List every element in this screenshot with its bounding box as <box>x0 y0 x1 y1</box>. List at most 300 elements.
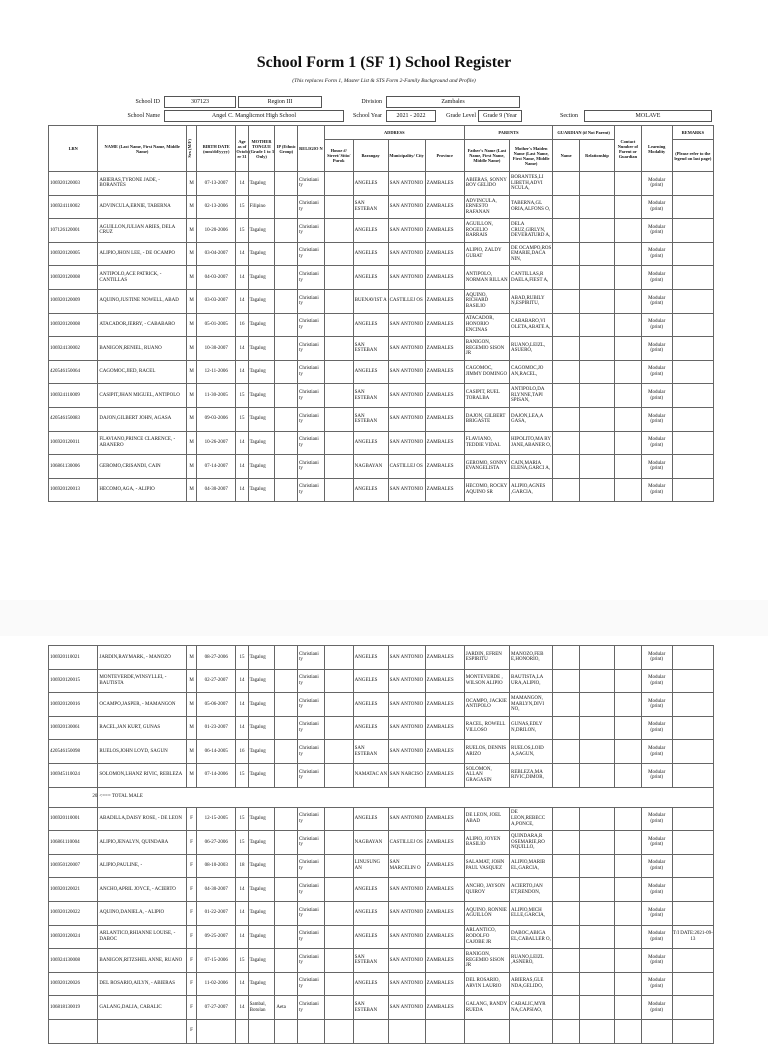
total-male-row <box>49 787 714 807</box>
cell-relationship <box>580 949 615 973</box>
cell-house <box>324 313 353 337</box>
cell-modality: Modular (print) <box>641 925 672 949</box>
cell-name: AQUINO,DANIELA, - ALIPIO <box>98 901 187 925</box>
cell-lrn: 106920120016 <box>49 693 98 717</box>
cell-age: 15 <box>236 763 248 787</box>
cell-father: ATACADOR, HONORIO ENCINAS <box>464 313 509 337</box>
cell-province: ZAMBALES <box>425 693 464 717</box>
cell-municipality: SAN ANTONIO <box>388 972 425 996</box>
cell-age: 15 <box>236 831 248 855</box>
cell-age: 14 <box>236 289 248 313</box>
cell-lrn: 420546150064 <box>49 360 98 384</box>
table-row <box>49 807 714 831</box>
cell-barangay: BUENAVIST A <box>353 289 388 313</box>
cell-sex: M <box>186 337 196 361</box>
cell-birth-date: 12-15-2005 <box>197 807 236 831</box>
cell-remarks <box>672 831 713 855</box>
header-guardian-name: Name <box>553 140 580 172</box>
cell-sex: M <box>186 693 196 717</box>
cell-name: ANTIPOLO,ACE PATRICK, - CANTILLAS <box>98 266 187 290</box>
cell-birth-date: 11-02-2006 <box>197 972 236 996</box>
cell-contact <box>615 172 642 196</box>
cell-relationship <box>580 478 615 502</box>
cell-name: DAJON,GILBERT JOHN, AGASA <box>98 407 187 431</box>
header-address: ADDRESS <box>324 126 464 140</box>
cell-father: DAJON, GILBERT BRIGASTE <box>464 407 509 431</box>
cell-birth-date: 06-27-2006 <box>197 831 236 855</box>
cell-province: ZAMBALES <box>425 669 464 693</box>
cell-modality: Modular (print) <box>641 195 672 219</box>
cell-guardian-name <box>553 289 580 313</box>
cell-father: HECOMO, ROCKY AQUINO SR <box>464 478 509 502</box>
cell-barangay: NAMATAC AN <box>353 763 388 787</box>
cell-mother-tongue: Sambal, Botolan <box>248 996 275 1020</box>
cell-house <box>324 716 353 740</box>
cell-sex: M <box>186 740 196 764</box>
cell-guardian-name <box>553 407 580 431</box>
cell-municipality: SAN ANTONIO <box>388 996 425 1020</box>
cell-age: 15 <box>236 407 248 431</box>
header-religion: RELIGIO N <box>298 126 325 172</box>
cell-relationship <box>580 972 615 996</box>
table-row <box>49 242 714 266</box>
cell-province: ZAMBALES <box>425 831 464 855</box>
cell-barangay: SAN ESTEBAN <box>353 384 388 408</box>
cell-name: HECOMO,AGA, - ALIPIO <box>98 478 187 502</box>
cell-birth-date: 11-30-2005 <box>197 384 236 408</box>
cell-sex: F <box>186 831 196 855</box>
cell-municipality: SAN ANTONIO <box>388 669 425 693</box>
cell-remarks <box>672 360 713 384</box>
cell-modality: Modular (print) <box>641 831 672 855</box>
cell-remarks <box>672 740 713 764</box>
cell-house <box>324 455 353 479</box>
cell-barangay: SAN ESTEBAN <box>353 337 388 361</box>
cell-relationship <box>580 407 615 431</box>
table-row <box>49 172 714 196</box>
table-row <box>49 195 714 219</box>
cell-religion: Christiani ty <box>298 807 325 831</box>
cell-religion: Christiani ty <box>298 996 325 1020</box>
cell-contact <box>615 669 642 693</box>
cell-contact <box>615 313 642 337</box>
cell-mother-tongue: Tagalog <box>248 669 275 693</box>
cell-remarks <box>672 266 713 290</box>
cell-name: JARDIN,RAYMARK, - MANOZO <box>98 646 187 670</box>
school-name-label: School Name <box>127 113 160 119</box>
cell-barangay: ANGELES <box>353 693 388 717</box>
cell-guardian-name <box>553 360 580 384</box>
cell-barangay: ANGELES <box>353 360 388 384</box>
cell-relationship <box>580 289 615 313</box>
cell-name: BANIGON,RITZSHEL ANNE, RUANO <box>98 949 187 973</box>
table-row <box>49 716 714 740</box>
cell-lrn: 106920120015 <box>49 669 98 693</box>
cell-ip <box>275 242 298 266</box>
cell-remarks <box>672 693 713 717</box>
cell-lrn: 106920110021 <box>49 646 98 670</box>
cell-guardian-name <box>553 1019 580 1043</box>
cell-religion <box>298 1019 325 1043</box>
cell-mother <box>510 1019 553 1043</box>
cell-age: 14 <box>236 242 248 266</box>
cell-religion: Christiani ty <box>298 384 325 408</box>
cell-relationship <box>580 901 615 925</box>
cell-birth-date <box>197 1019 236 1043</box>
cell-mother: CABABARO,VI OLETA,ABATE A, <box>510 313 553 337</box>
cell-ip <box>275 740 298 764</box>
cell-father: BANIGON, REGEMIO SISON JR <box>464 337 509 361</box>
cell-age: 16 <box>236 313 248 337</box>
cell-province: ZAMBALES <box>425 172 464 196</box>
cell-age: 14 <box>236 455 248 479</box>
cell-province: ZAMBALES <box>425 925 464 949</box>
cell-guardian-name <box>553 693 580 717</box>
cell-contact <box>615 289 642 313</box>
cell-mother-tongue: Tagalog <box>248 313 275 337</box>
cell-guardian-name <box>553 854 580 878</box>
cell-father: GEROMO, SONNY EVANGELISTA <box>464 455 509 479</box>
header-father: Father's Name (Last Name, First Name, Middle Name) <box>464 140 509 172</box>
cell-house <box>324 693 353 717</box>
cell-sex: M <box>186 431 196 455</box>
grade-level-value: Grade 9 (Year <box>478 110 522 122</box>
cell-municipality: SAN ANTONIO <box>388 949 425 973</box>
cell-birth-date: 12-11-2006 <box>197 360 236 384</box>
cell-ip <box>275 878 298 902</box>
table-row <box>49 693 714 717</box>
table-row <box>49 831 714 855</box>
cell-province: ZAMBALES <box>425 949 464 973</box>
cell-contact <box>615 740 642 764</box>
cell-remarks <box>672 172 713 196</box>
cell-guardian-name <box>553 195 580 219</box>
cell-contact <box>615 972 642 996</box>
cell-relationship <box>580 716 615 740</box>
cell-house <box>324 669 353 693</box>
cell-name: RACEL,JAN KURT, GUNAS <box>98 716 187 740</box>
cell-ip <box>275 172 298 196</box>
cell-contact <box>615 831 642 855</box>
cell-relationship <box>580 431 615 455</box>
cell-barangay: ANGELES <box>353 669 388 693</box>
cell-relationship <box>580 878 615 902</box>
cell-name: OCAMPO,JASPER, - MAMANGON <box>98 693 187 717</box>
cell-remarks: T/I DATE:2021-09-13 <box>672 925 713 949</box>
cell-birth-date: 04-30-2007 <box>197 878 236 902</box>
cell-father: ALIPIO, ZALDY GUBAT <box>464 242 509 266</box>
header-house: House #/ Street/ Sitio/ Purok <box>324 140 353 172</box>
cell-modality: Modular (print) <box>641 996 672 1020</box>
cell-mother-tongue: Tagalog <box>248 172 275 196</box>
cell-mother: CABALIC,MYR NA,CAPSIAO, <box>510 996 553 1020</box>
cell-municipality: SAN ANTONIO <box>388 242 425 266</box>
cell-province: ZAMBALES <box>425 763 464 787</box>
cell-lrn: 106920120021 <box>49 878 98 902</box>
cell-mother: ACIERTO,JAN ET,RENDON, <box>510 878 553 902</box>
register-rows-page-1 <box>49 172 714 502</box>
cell-province: ZAMBALES <box>425 878 464 902</box>
page-gap <box>0 600 768 636</box>
cell-guardian-name <box>553 266 580 290</box>
table-row <box>49 1019 714 1043</box>
cell-ip <box>275 455 298 479</box>
cell-ip <box>275 219 298 243</box>
table-row <box>49 949 714 973</box>
cell-house <box>324 266 353 290</box>
cell-age <box>236 1019 248 1043</box>
cell-lrn: 106920120003 <box>49 172 98 196</box>
cell-ip <box>275 716 298 740</box>
cell-father: ABIERAS, SONNY BOY GELIDO <box>464 172 509 196</box>
cell-birth-date: 01-22-2007 <box>197 901 236 925</box>
cell-house <box>324 195 353 219</box>
cell-religion: Christiani ty <box>298 949 325 973</box>
cell-mother: MANOZO,FEB E,HONORIO, <box>510 646 553 670</box>
cell-age: 15 <box>236 807 248 831</box>
cell-name: GEROMO,CRISANDI, CAIN <box>98 455 187 479</box>
cell-name: AGUILLON,JULIAN ARIES, DELA CRUZ <box>98 219 187 243</box>
cell-lrn: 106920130061 <box>49 716 98 740</box>
cell-contact <box>615 901 642 925</box>
cell-guardian-name <box>553 313 580 337</box>
cell-birth-date: 07-14-2006 <box>197 763 236 787</box>
table-row <box>49 972 714 996</box>
cell-father: FLAVIANO, TEDDIE VIDAL <box>464 431 509 455</box>
cell-mother: ABIERAS,GLE NDA,GELIDO, <box>510 972 553 996</box>
cell-province: ZAMBALES <box>425 266 464 290</box>
cell-mother-tongue: Tagalog <box>248 807 275 831</box>
cell-contact <box>615 266 642 290</box>
cell-modality: Modular (print) <box>641 669 672 693</box>
table-row <box>49 337 714 361</box>
cell-birth-date: 05-06-2007 <box>197 693 236 717</box>
cell-mother: RUANO,LEIZL, ASUERO, <box>510 337 553 361</box>
cell-guardian-name <box>553 901 580 925</box>
cell-remarks <box>672 716 713 740</box>
cell-ip <box>275 972 298 996</box>
cell-ip <box>275 901 298 925</box>
cell-province: ZAMBALES <box>425 455 464 479</box>
cell-municipality: SAN ANTONIO <box>388 807 425 831</box>
cell-modality: Modular (print) <box>641 289 672 313</box>
cell-barangay: SAN ESTEBAN <box>353 996 388 1020</box>
cell-relationship <box>580 831 615 855</box>
cell-province <box>425 1019 464 1043</box>
cell-province: ZAMBALES <box>425 478 464 502</box>
cell-religion: Christiani ty <box>298 219 325 243</box>
cell-age: 14 <box>236 925 248 949</box>
cell-ip <box>275 407 298 431</box>
cell-house <box>324 384 353 408</box>
cell-barangay: ANGELES <box>353 266 388 290</box>
header-province: Province <box>425 140 464 172</box>
cell-mother-tongue <box>248 1019 275 1043</box>
cell-sex: F <box>186 1019 196 1043</box>
cell-mother-tongue: Tagalog <box>248 266 275 290</box>
cell-birth-date: 09-03-2006 <box>197 407 236 431</box>
cell-name: ANCHO,APRIL JOYCE, - ACIERTO <box>98 878 187 902</box>
header-relationship: Relationship <box>580 140 615 172</box>
cell-ip <box>275 431 298 455</box>
cell-sex: F <box>186 878 196 902</box>
cell-religion: Christiani ty <box>298 693 325 717</box>
cell-ip <box>275 1019 298 1043</box>
cell-municipality: SAN ANTONIO <box>388 431 425 455</box>
cell-contact <box>615 996 642 1020</box>
cell-relationship <box>580 996 615 1020</box>
cell-religion: Christiani ty <box>298 289 325 313</box>
division-label: Division <box>361 99 382 105</box>
cell-province: ZAMBALES <box>425 996 464 1020</box>
cell-barangay: ANGELES <box>353 242 388 266</box>
cell-mother-tongue: Tagalog <box>248 949 275 973</box>
cell-sex: M <box>186 360 196 384</box>
cell-barangay: ANGELES <box>353 972 388 996</box>
cell-ip <box>275 831 298 855</box>
cell-guardian-name <box>553 431 580 455</box>
cell-father: SOLOMON, ALLAN GRAGASIN <box>464 763 509 787</box>
register-table-page-2 <box>48 645 714 1044</box>
cell-barangay: SAN ESTEBAN <box>353 407 388 431</box>
cell-religion: Christiani ty <box>298 313 325 337</box>
cell-mother-tongue: Tagalog <box>248 831 275 855</box>
cell-house <box>324 807 353 831</box>
cell-lrn: 107126120001 <box>49 219 98 243</box>
cell-guardian-name <box>553 831 580 855</box>
header-sex <box>186 126 196 172</box>
cell-province: ZAMBALES <box>425 242 464 266</box>
cell-religion: Christiani ty <box>298 740 325 764</box>
cell-name: ABIERAS,TYRONE JADE, - BORANTES <box>98 172 187 196</box>
register-page-2 <box>0 636 768 1034</box>
cell-remarks <box>672 407 713 431</box>
cell-municipality: SAN ANTONIO <box>388 925 425 949</box>
cell-birth-date: 07-14-2007 <box>197 455 236 479</box>
cell-remarks <box>672 972 713 996</box>
cell-lrn: 106920120008 <box>49 266 98 290</box>
cell-sex: F <box>186 925 196 949</box>
cell-modality: Modular (print) <box>641 266 672 290</box>
cell-father: OCAMPO, JACKIE ANTIPOLO <box>464 693 509 717</box>
cell-religion: Christiani ty <box>298 431 325 455</box>
cell-relationship <box>580 337 615 361</box>
cell-house <box>324 478 353 502</box>
cell-mother-tongue: Tagalog <box>248 901 275 925</box>
cell-barangay <box>353 1019 388 1043</box>
cell-age: 18 <box>236 854 248 878</box>
cell-mother: ALIPIO,MARIB EL,GARCIA, <box>510 854 553 878</box>
school-id-label: School ID <box>135 99 160 105</box>
header-birth-date: BIRTH DATE (mm/dd/yyyy) <box>197 126 236 172</box>
cell-birth-date: 06-14-2005 <box>197 740 236 764</box>
header-mother-tongue: MOTHER TONGUE (Grade 1 to 3 Only) <box>248 126 275 172</box>
cell-contact <box>615 949 642 973</box>
cell-birth-date: 05-01-2005 <box>197 313 236 337</box>
section-label: Section <box>560 113 578 119</box>
cell-mother-tongue: Tagalog <box>248 693 275 717</box>
table-row <box>49 431 714 455</box>
table-row <box>49 854 714 878</box>
cell-province: ZAMBALES <box>425 740 464 764</box>
table-row <box>49 384 714 408</box>
cell-house <box>324 646 353 670</box>
cell-sex: M <box>186 242 196 266</box>
cell-modality: Modular (print) <box>641 763 672 787</box>
cell-name: MONTEVERDE,WINSYLLEI, - BAUTISTA <box>98 669 187 693</box>
cell-name <box>98 1019 187 1043</box>
table-row <box>49 996 714 1020</box>
cell-mother: DABOC,ABIGA EL,CABALLER O, <box>510 925 553 949</box>
cell-mother: GUNAS,EDLY N,DRILON, <box>510 716 553 740</box>
cell-lrn: 420546150098 <box>49 740 98 764</box>
table-row <box>49 407 714 431</box>
cell-mother: BAUTISTA,LA URA,ALIPIO, <box>510 669 553 693</box>
cell-guardian-name <box>553 763 580 787</box>
cell-religion: Christiani ty <box>298 195 325 219</box>
cell-remarks <box>672 289 713 313</box>
cell-municipality: SAN MARCELIN O <box>388 854 425 878</box>
cell-modality: Modular (print) <box>641 646 672 670</box>
cell-house <box>324 878 353 902</box>
cell-contact <box>615 878 642 902</box>
cell-name: FLAVIANO,PRINCE CLARENCE, - ABANERO <box>98 431 187 455</box>
cell-municipality: SAN ANTONIO <box>388 172 425 196</box>
cell-modality: Modular (print) <box>641 740 672 764</box>
cell-contact <box>615 360 642 384</box>
cell-relationship <box>580 172 615 196</box>
cell-modality: Modular (print) <box>641 242 672 266</box>
cell-ip <box>275 949 298 973</box>
cell-lrn: 106924130002 <box>49 337 98 361</box>
cell-sex: M <box>186 172 196 196</box>
cell-birth-date: 01-23-2007 <box>197 716 236 740</box>
cell-father: RACEL, ROWELL VILLOSO <box>464 716 509 740</box>
cell-birth-date: 03-03-2007 <box>197 289 236 313</box>
cell-age: 14 <box>236 878 248 902</box>
cell-mother-tongue: Tagalog <box>248 716 275 740</box>
cell-barangay: ANGELES <box>353 716 388 740</box>
cell-municipality: SAN ANTONIO <box>388 219 425 243</box>
cell-remarks <box>672 431 713 455</box>
cell-remarks <box>672 313 713 337</box>
cell-ip <box>275 195 298 219</box>
cell-mother: BORANTES,LI LIBETH,ADVI NCULA, <box>510 172 553 196</box>
header-ip: IP (Ethnic Group) <box>275 126 298 172</box>
cell-age: 14 <box>236 693 248 717</box>
cell-mother: DELA CRUZ,GIRLYN, DEVERATURD A, <box>510 219 553 243</box>
cell-province: ZAMBALES <box>425 337 464 361</box>
school-year-value: 2021 - 2022 <box>386 110 436 122</box>
total-male-label: <=== TOTAL MALE <box>98 787 714 807</box>
cell-birth-date: 07-15-2006 <box>197 949 236 973</box>
cell-mother: RUANO,LEIZL ,ASNERO, <box>510 949 553 973</box>
cell-remarks <box>672 219 713 243</box>
cell-mother: ANTIPOLO,DA RLYNNE,TAPI SPISAN, <box>510 384 553 408</box>
cell-religion: Christiani ty <box>298 716 325 740</box>
cell-name: ALIPIO,PAULINE, - <box>98 854 187 878</box>
cell-birth-date: 08-27-2006 <box>197 646 236 670</box>
cell-barangay: NAGBAYAN <box>353 831 388 855</box>
cell-age: 16 <box>236 740 248 764</box>
cell-mother: MAMANGON, MARLYN,DIVI NO, <box>510 693 553 717</box>
cell-relationship <box>580 360 615 384</box>
cell-father: ARLANTICO, RODOLFO CAJOBE JR <box>464 925 509 949</box>
cell-contact <box>615 763 642 787</box>
cell-relationship <box>580 854 615 878</box>
cell-age: 15 <box>236 384 248 408</box>
cell-religion: Christiani ty <box>298 407 325 431</box>
